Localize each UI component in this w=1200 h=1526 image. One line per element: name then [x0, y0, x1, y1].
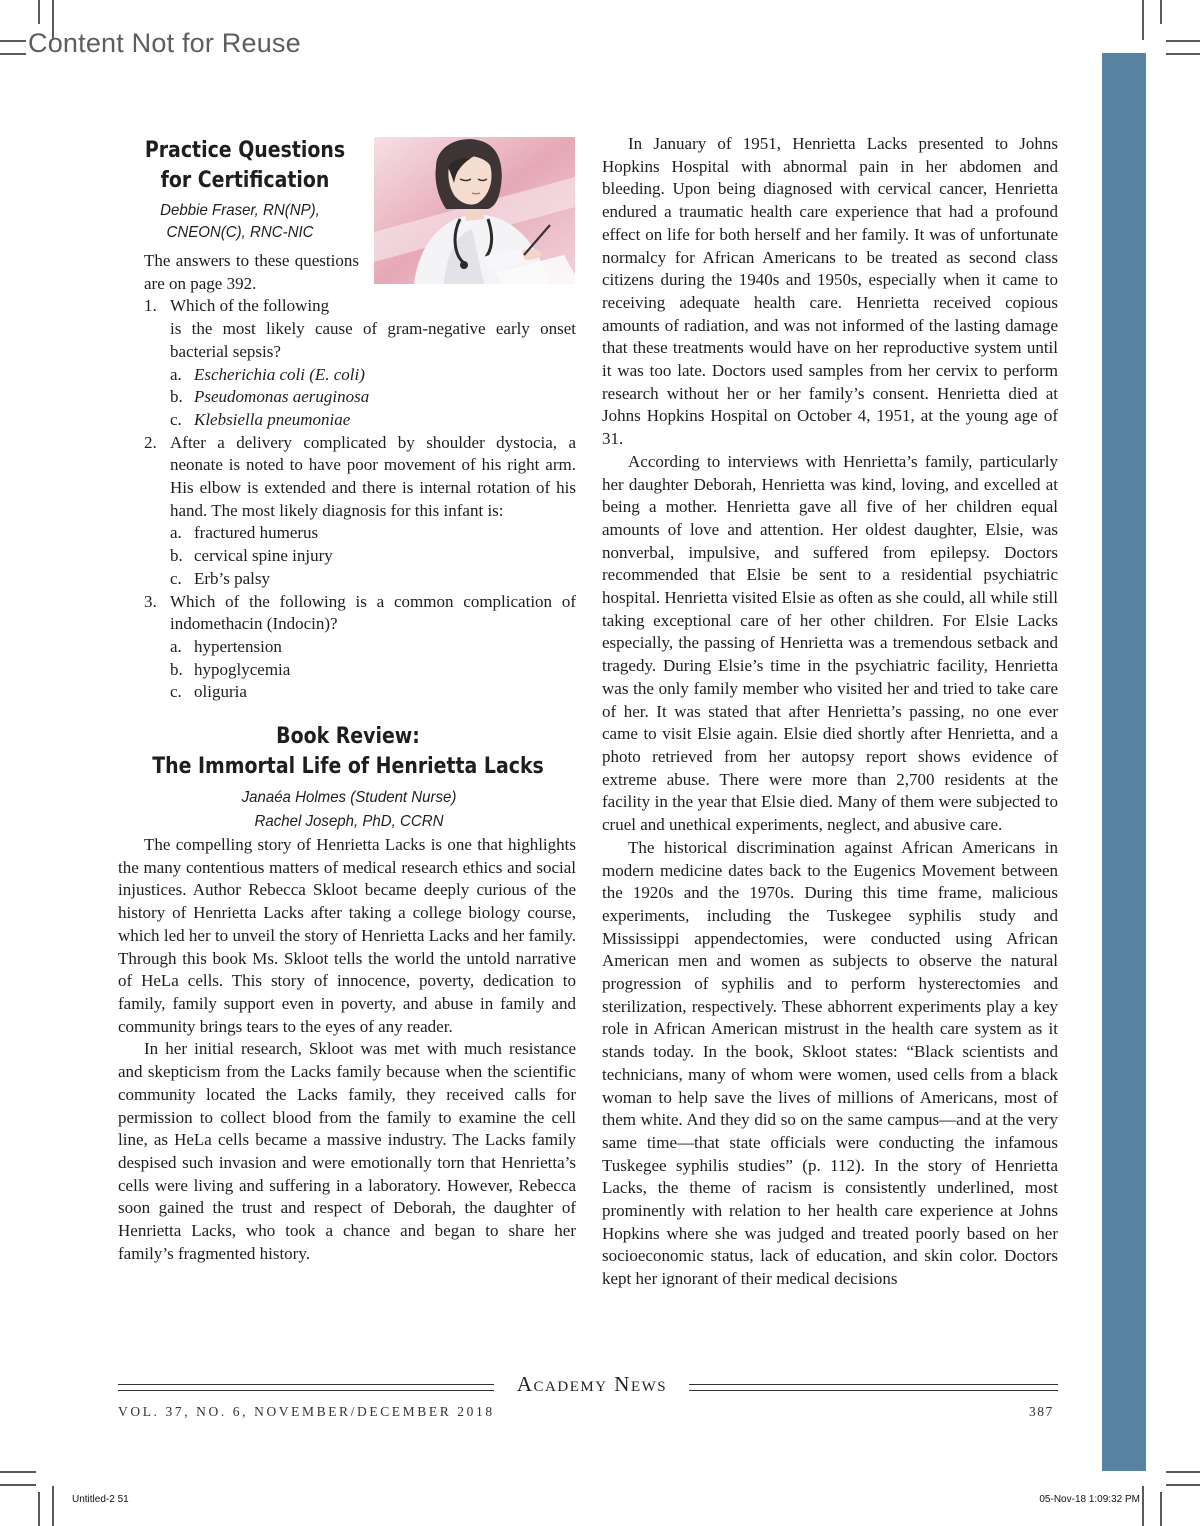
- option: [118, 522, 576, 545]
- option-letter: c.: [170, 409, 182, 429]
- paragraph: According to interviews with Henrietta’s family, particularly her daughter Deborah, Henrietta was kind, loving, and excelled at being a mother. Henrietta gave all five of her children equal amounts of love and attention. Her oldest daughter, Elsie, was nonverbal, impulsive, and suffered from epilepsy. Doctors recommended that Elsie be sent to a residential psychiatric hospital. Henrietta visited Elsie as often as she could, all while still taking exceptional care of her other children. For Elsie Lacks especially, the passing of Henrietta was a tremendous setback and tragedy. During Elsie’s time in the psychiatric facility, Henrietta was the only family member who visited her and tried to take care of her. It was stated that after Henrietta’s passing, no one ever came to visit Elsie again. Elsie died shortly after Henrietta, and a photo retrieved from her autopsy report shows evidence of extreme abuse. There were more than 2,700 residents at the facility in the year that Elsie died. Many of them were subjected to cruel and unethical experiments, neglect, and abusive care.: [602, 451, 1058, 835]
- crop-mark: [0, 1484, 36, 1486]
- footer-rule-right: [689, 1384, 1058, 1391]
- option: [118, 364, 576, 387]
- option-letter: c.: [170, 568, 182, 588]
- option-text: Klebsiella pneumoniae: [194, 409, 351, 429]
- practice-section: [118, 136, 576, 704]
- practice-author-line-2: CNEON(C), RNC-NIC: [166, 224, 314, 241]
- question-text: is the most likely cause of gram-negative early onset bacterial sepsis?: [170, 319, 576, 361]
- paragraph: In her initial research, Skloot was met with much resistance and skepticism from the Lacks family because when the scientific community located the Lacks family, they received calls for permission to collect blood from the family to examine the cell line, as HeLa cells became a massive industry. The Lacks family despised such invasion and were emotionally torn that Henrietta’s cells were living and suffering in a laboratory. However, Rebecca soon gained the trust and respect of Deborah, the daughter of Henrietta Lacks, who took a chance and began to share her family’s fragmented history.: [118, 1039, 576, 1263]
- option: [118, 681, 576, 704]
- review-author-2: Rachel Joseph, PhD, CCRN: [254, 813, 444, 831]
- slug-file: Untitled-2 51: [72, 1494, 129, 1505]
- practice-author: [127, 200, 353, 244]
- practice-author-line-1: Debbie Fraser, RN(NP),: [160, 202, 320, 219]
- crop-mark: [0, 1471, 36, 1473]
- crop-mark: [0, 40, 26, 42]
- review-title-line-2: The Immortal Life of Henrietta Lacks: [152, 754, 544, 780]
- side-color-bar: [1102, 53, 1146, 1471]
- question-1: [118, 295, 574, 318]
- crop-mark: [38, 0, 40, 24]
- option-letter: c.: [170, 682, 182, 702]
- option: [118, 636, 576, 659]
- crop-mark: [1166, 53, 1200, 55]
- crop-mark: [38, 1492, 40, 1526]
- option-text: Erb’s palsy: [194, 568, 271, 588]
- question-number: 1.: [144, 296, 157, 316]
- option-text: Pseudomonas aeruginosa: [194, 387, 370, 407]
- option-letter: a.: [170, 636, 182, 656]
- question-2: [118, 432, 576, 523]
- crop-mark: [52, 1486, 54, 1526]
- question-number: 2.: [144, 432, 157, 452]
- paragraph: The compelling story of Henrietta Lacks is one that highlights the many contentious matters of medical research ethics and social injustices. Author Rebecca Skloot became deeply curious of the history of Henrietta Lacks after taking a college biology course, which led her to unveil the story of Henrietta Lacks and her family. Through this book Ms. Skloot tells the world the untold narrative of HeLa cells. This story of innocence, poverty, dedication to family, family support even in poverty, and abuse in family and community brings tears to the eyes of any reader.: [118, 835, 576, 1036]
- practice-title-line-2: for Certification: [160, 168, 330, 193]
- option-text: oliguria: [194, 682, 247, 702]
- option-letter: b.: [170, 659, 183, 679]
- crop-mark: [0, 53, 26, 55]
- crop-mark: [1142, 1486, 1144, 1526]
- option-letter: b.: [170, 387, 183, 407]
- option: [118, 386, 576, 409]
- question-1-continued: [118, 318, 576, 363]
- publication-name: Academy News: [516, 1372, 668, 1396]
- question-text-start: Which of the following: [170, 296, 330, 316]
- option-letter: b.: [170, 546, 183, 566]
- option: [118, 568, 576, 591]
- option-text: hypertension: [194, 636, 282, 656]
- issue-info: VOL. 37, NO. 6, NOVEMBER/DECEMBER 2018: [118, 1404, 495, 1419]
- practice-title: [133, 136, 357, 196]
- crop-mark: [1160, 0, 1162, 24]
- question-text: After a delivery complicated by shoulder dystocia, a neonate is noted to have poor movement of his right arm. His elbow is extended and there is internal rotation of his hand. The most likely diagnosis for this infant is:: [170, 432, 576, 520]
- question-number: 3.: [144, 591, 157, 611]
- review-body-left: [118, 834, 576, 1265]
- option-letter: a.: [170, 523, 182, 543]
- option: [118, 409, 576, 432]
- watermark: Content Not for Reuse: [28, 28, 301, 58]
- slug-timestamp: 05-Nov-18 1:09:32 PM: [1039, 1494, 1140, 1505]
- footer-rule-left: [118, 1384, 494, 1391]
- option-text: Escherichia coli (E. coli): [194, 364, 365, 384]
- option-text: fractured humerus: [194, 523, 319, 543]
- option-text: hypoglycemia: [194, 659, 291, 679]
- crop-mark: [1166, 1471, 1200, 1473]
- option-text: cervical spine injury: [194, 546, 333, 566]
- page-number: 387: [1029, 1404, 1054, 1419]
- paragraph: In January of 1951, Henrietta Lacks presented to Johns Hopkins Hospital with abnormal pain in her abdomen and bleeding. Upon being diagnosed with cervical cancer, Henrietta endured a traumatic health care experience that had a profound effect on life for both herself and her family. It was of unfortunate normalcy for African Americans to be treated as second class citizens during the 1940s and 1950s, especially when it came to receiving adequate health care. Henrietta received copious amounts of radiation, and was not informed of the lasting damage that these treatments would have on her reproductive system until it was too late. Doctors used samples from her cervix to perform research without her or her family’s consent. Henrietta died at Johns Hopkins Hospital on October 4, 1951, at the young age of 31.: [602, 134, 1058, 449]
- crop-mark: [1142, 0, 1144, 40]
- crop-mark: [1166, 1484, 1200, 1486]
- option: [118, 659, 576, 682]
- answers-intro: The answers to these questions are on page 392.: [144, 251, 359, 293]
- question-3: [118, 591, 576, 636]
- option: [118, 545, 576, 568]
- right-column: [602, 133, 1058, 1291]
- paragraph: The historical discrimination against African Americans in modern medicine dates back to the Eugenics Movement between the 1920s and the 1970s. During this time frame, malicious experiments, including the Tuskegee syphilis study and Mississippi appendectomies, were conducted using African American men and women as subjects to observe the natural progression of syphilis and to perform hysterectomies and sterilization, respectively. These abhorrent experiments play a key role in African American mistrust in the health care system as it stands today. In the book, Skloot states: “Black scientists and technicians, many of whom were women, used cells from a black woman to help save the lives of millions of Americans, most of them white. And they did so on the same campus—and at the very same time—that state officials were conducting the infamous Tuskegee syphilis studies” (p. 112). In the story of Henrietta Lacks, the theme of racism is consistently underlined, most prominently with relation to her health care experience at Johns Hopkins where she was judged and treated poorly based on her socioeconomic status, lack of education, and skin color. Doctors kept her ignorant of their medical decisions: [602, 837, 1058, 1289]
- option-letter: a.: [170, 364, 182, 384]
- review-author-1: Janaéa Holmes (Student Nurse): [241, 789, 457, 807]
- review-title-line-1: Book Review:: [276, 724, 420, 750]
- question-text: Which of the following is a common complication of indomethacin (Indocin)?: [170, 591, 576, 634]
- review-authors: [136, 786, 563, 834]
- left-column: [118, 136, 576, 1265]
- book-review-section: [118, 722, 576, 1265]
- practice-title-line-1: Practice Questions: [144, 138, 346, 163]
- review-title: [152, 722, 544, 782]
- question-list: [118, 295, 576, 704]
- crop-mark: [1160, 1492, 1162, 1526]
- crop-mark: [1166, 40, 1200, 42]
